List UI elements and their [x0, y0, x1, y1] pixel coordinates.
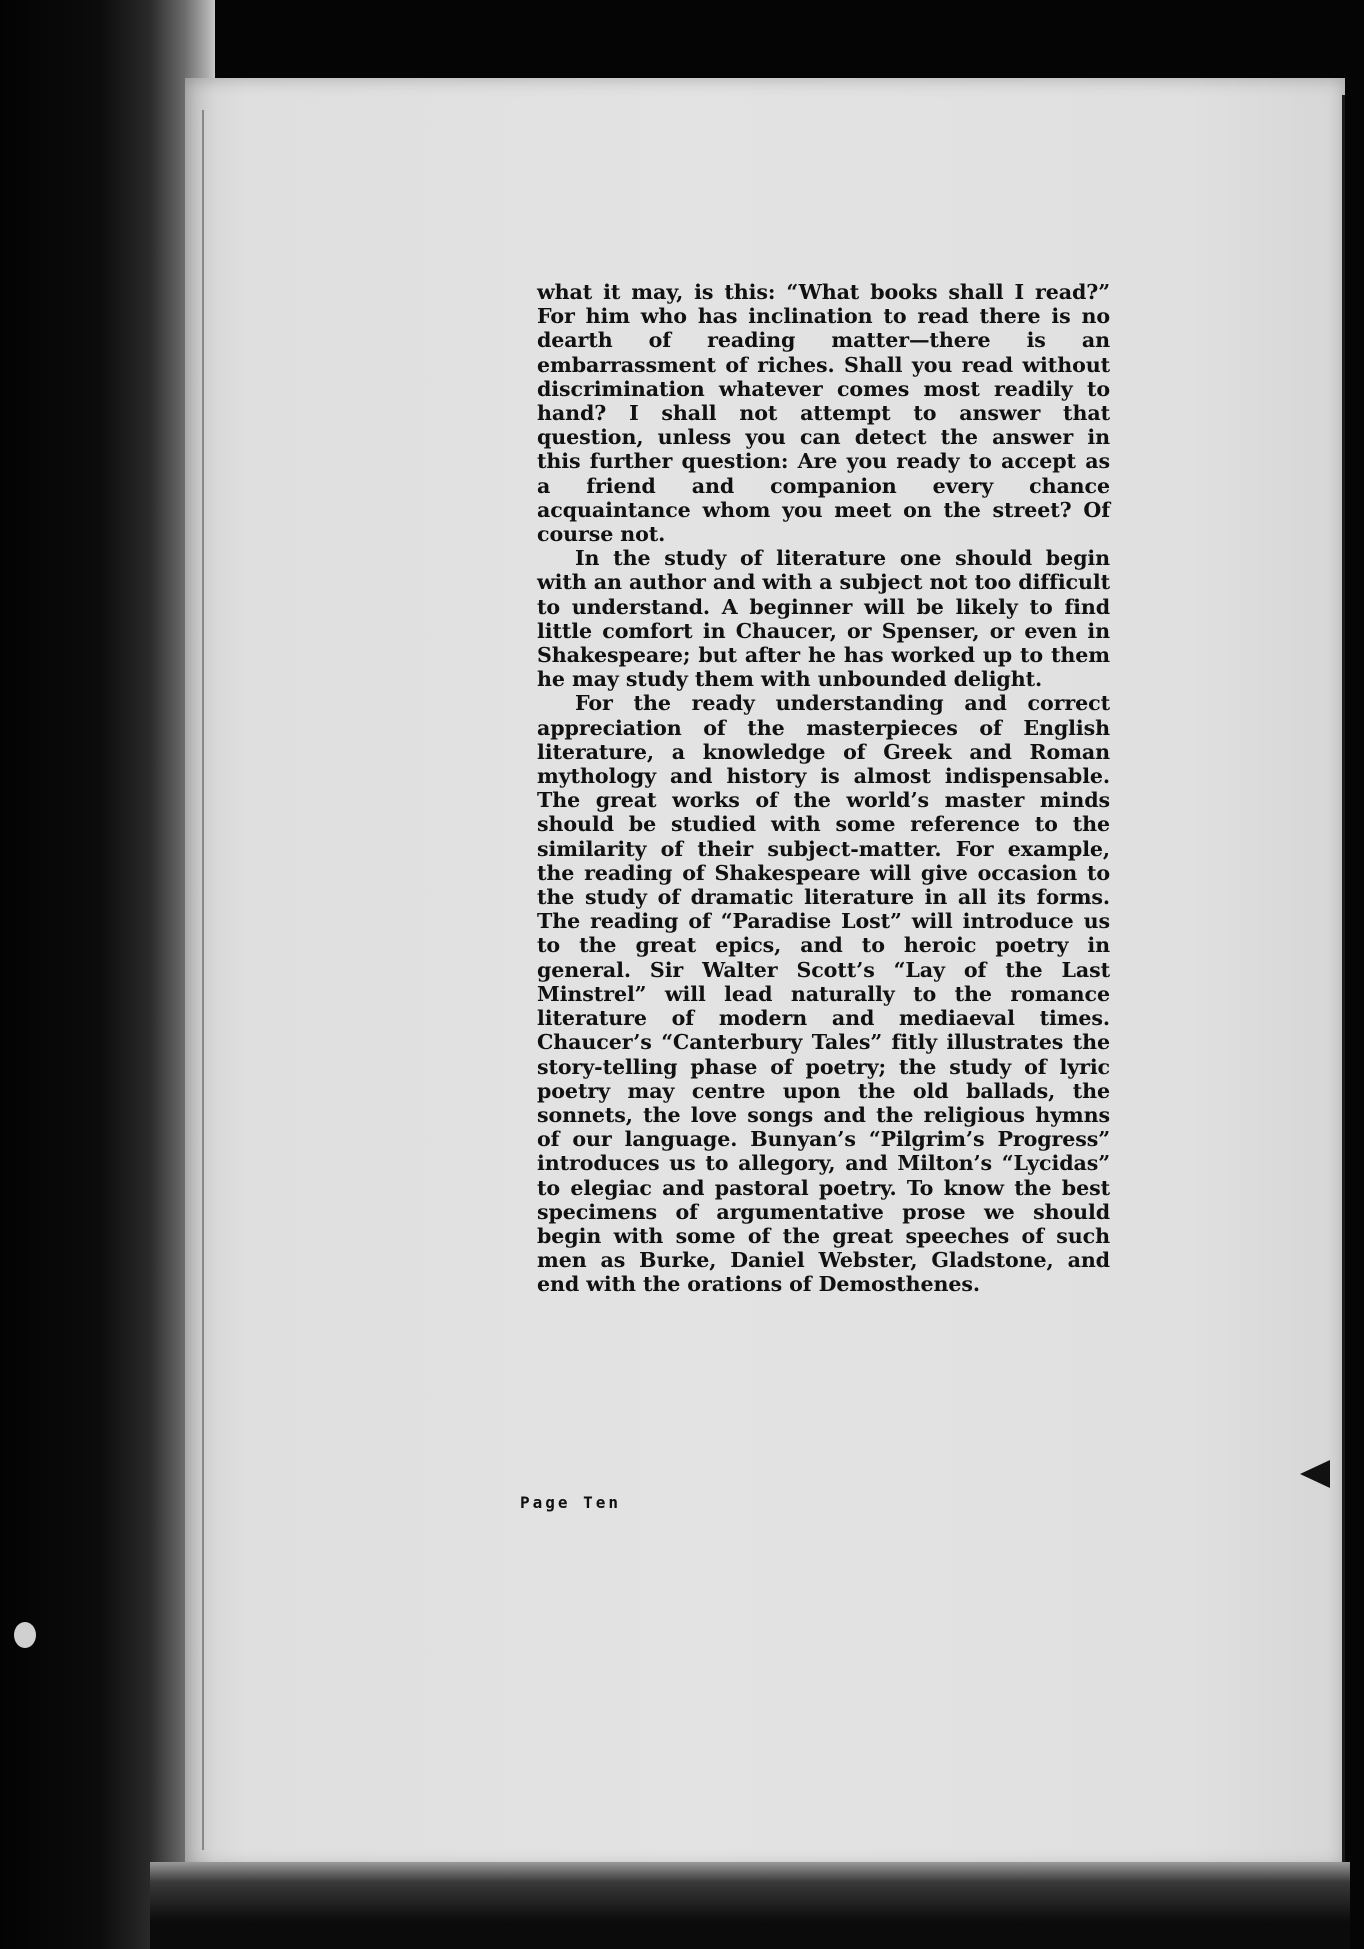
paragraph-3: For the ready understanding and correct appreciation of the masterpieces of English literature, a knowledge of Greek and Roman mythology and history is almost indispensable. The great works of the world’s master minds should be studied with some reference to the similarity of their subject-matter. For example, the reading of Shakespeare will give occasion to the study of dramatic literature in all its forms. The reading of “Paradise Lost” will introduce us to the great epics, and to heroic poetry in general. Sir Walter Scott’s “Lay of the Last Minstrel” will lead naturally to the romance literature of modern and mediaeval times. Chaucer’s “Canterbury Tales” fitly illustrates the story-telling phase of poetry; the study of lyric poetry may centre upon the old ballads, the sonnets, the love songs and the religious hymns of our language. Bunyan’s “Pilgrim’s Progress” introduces us to allegory, and Milton’s “Lycidas” to elegiac and pastoral poetry. To know the best specimens of argumentative prose we should begin with some of the great speeches of such men as Burke, Daniel Webster, Gladstone, and end with the orations of Demosthenes.: [537, 691, 1110, 1297]
scan-speck: [14, 1622, 36, 1648]
paragraph-2: In the study of literature one should begin with an author and with a subject not too difficult to understand. A beginner will be likely to find little comfort in Chaucer, or Spenser, or even in Shakespeare; but after he has worked up to them he may study them with unbounded delight.: [537, 546, 1110, 692]
page-tab-mark: [1300, 1460, 1330, 1488]
body-text: [537, 280, 1110, 1297]
bottom-shadow: [150, 1862, 1350, 1949]
adjacent-page-edge: [1342, 95, 1345, 1949]
paragraph-1: what it may, is this: “What books shall I read?” For him who has inclination to read there is no dearth of reading matter—there is an embarrassment of riches. Shall you read without discrimination whatever comes most readily to hand? I shall not attempt to answer that question, unless you can detect the answer in this further question: Are you ready to accept as a friend and companion every chance acquaintance whom you meet on the street? Of course not.: [537, 280, 1110, 547]
page-fold-line: [202, 110, 204, 1850]
binding-shadow: [0, 0, 215, 1949]
page-number: Page Ten: [520, 1493, 622, 1512]
